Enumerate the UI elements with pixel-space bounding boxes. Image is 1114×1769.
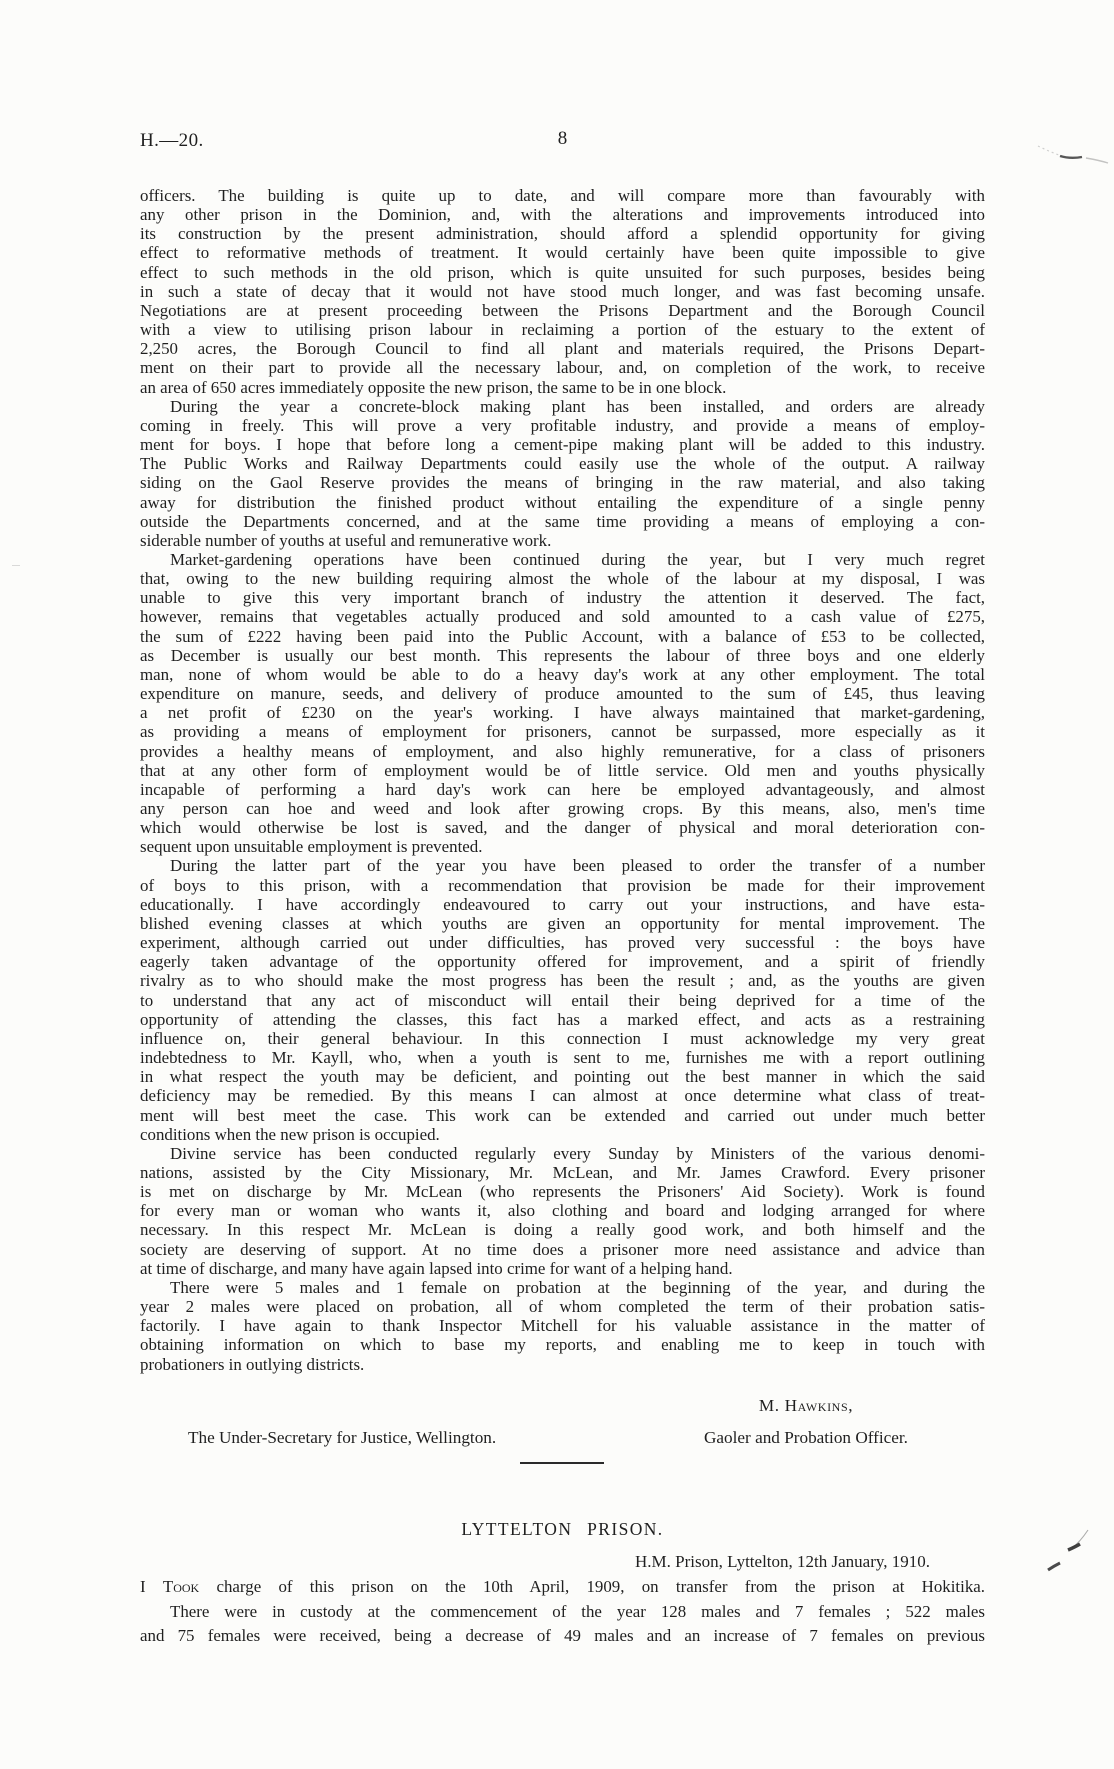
opening-pre: I: [140, 1577, 146, 1596]
signature-title: Gaoler and Probation Officer.: [704, 1428, 908, 1447]
text-line: siderable number of youths at useful and remunerative work.: [140, 530, 552, 550]
text-line: Market-gardening operations have been continued during the year, but I very much regret: [170, 549, 985, 569]
text-line: away for distribution the finished product without entailing the expenditure of a single penny: [140, 492, 985, 512]
opening-rest: charge of this prison on the 10th April, 1909, on transfer from the prison at Hokitika.: [216, 1577, 985, 1596]
text-line: its construction by the present administration, should afford a splendid opportunity for giving: [140, 224, 985, 244]
section-heading: LYTTELTON PRISON.: [461, 1519, 664, 1539]
text-line: During the year a concrete-block making plant has been installed, and orders are already: [170, 396, 985, 416]
text-line: as providing a means of employment for prisoners, cannot be surpassed, more especially as it: [140, 722, 985, 742]
text-line: indebtedness to Mr. Kayll, who, when a youth is sent to me, furnishes me with a report outlining: [140, 1048, 985, 1068]
text-line: that, owing to the new building requiring almost the whole of the labour at my disposal, I was: [140, 569, 985, 589]
text-line: coming in freely. This will prove a very profitable industry, and provide a means of employ-: [140, 415, 985, 435]
text-line: The Public Works and Railway Departments could easily use the whole of the output. A railway: [140, 454, 985, 474]
text-line: however, remains that vegetables actually produced and sold amounted to a cash value of £275,: [140, 607, 985, 627]
pen-mark-left-margin: [12, 565, 20, 566]
text-line: any person can hoe and weed and look after growing crops. By this means, also, men's time: [140, 799, 985, 818]
text-line: effect to such methods in the old prison, which is quite unsuited for such purposes, besides being: [140, 262, 985, 282]
text-line: at time of discharge, and many have again lapsed into crime for want of a helping hand.: [140, 1258, 733, 1278]
text-line: ment will best meet the case. This work can be extended and carried out under much better: [140, 1105, 985, 1125]
text-line: incapable of performing a hard day's work can here be employed advantageously, and almost: [140, 779, 985, 799]
text-line: any other prison in the Dominion, and, with the alterations and improvements introduced into: [140, 205, 985, 225]
text-line: blished evening classes at which youths are given an opportunity for mental improvement. The: [140, 913, 985, 933]
text-line: society are deserving of support. At no time does a prisoner more need assistance and advice than: [140, 1239, 985, 1259]
body-text: [140, 186, 985, 1374]
section-opening-line: [140, 1577, 985, 1597]
text-line: is met on discharge by Mr. McLean (who represents the Prisoners' Aid Society). Work is found: [140, 1182, 985, 1202]
text-line: experiment, although carried out under difficulties, has proved very successful : the boys have: [140, 933, 985, 953]
text-line: educationally. I have accordingly endeavoured to carry out your instructions, and have esta-: [140, 894, 985, 914]
signature-addressee: The Under-Secretary for Justice, Wellington.: [188, 1428, 497, 1447]
text-line: an area of 650 acres immediately opposite the new prison, the same to be in one block.: [140, 377, 727, 397]
text-line: sequent upon unsuitable employment is prevented.: [140, 837, 483, 857]
section-paragraph-host: [140, 1600, 985, 1648]
text-line: conditions when the new prison is occupied.: [140, 1124, 440, 1144]
section-dateline: H.M. Prison, Lyttelton, 12th January, 1910.: [635, 1552, 930, 1571]
paragraph: [140, 1278, 985, 1374]
text-line: 2,250 acres, the Borough Council to find all plant and materials required, the Prisons Depart-: [140, 339, 985, 359]
text-line: man, none of whom would be able to do a heavy day's work at any other employment. The total: [140, 664, 985, 684]
opening-smallcaps: Took: [162, 1577, 200, 1596]
text-line: Negotiations are at present proceeding between the Prisons Department and the Borough Council: [140, 300, 985, 320]
text-line: opportunity of attending the classes, this fact has a marked effect, and acts as a restraining: [140, 1009, 985, 1029]
text-line: for every man or woman who wants it, also clothing and board and lodging arranged for where: [140, 1201, 985, 1221]
text-line: unable to give this very important branch of industry the attention it deserved. The fact,: [140, 588, 985, 608]
text-line: Divine service has been conducted regularly every Sunday by Ministers of the various denomi-: [170, 1143, 985, 1163]
text-line: and 75 females were received, being a decrease of 49 males and an increase of 7 females on previous: [140, 1626, 985, 1645]
pen-mark-top-right: [990, 110, 1114, 200]
text-line: year 2 males were placed on probation, all of whom completed the term of their probation satis-: [140, 1297, 985, 1317]
text-line: necessary. In this respect Mr. McLean is doing a really good work, and both himself and the: [140, 1220, 985, 1240]
text-line: There were in custody at the commencement of the year 128 males and 7 females ; 522 males: [170, 1602, 985, 1621]
text-line: in what respect the youth may be deficient, and pointing out the best manner in which the said: [140, 1067, 985, 1087]
text-line: ment on their part to provide all the necessary labour, and, on completion of the work, to receive: [140, 358, 985, 378]
signature-name: M. Hawkins,: [758, 1396, 854, 1415]
paragraph: [140, 186, 985, 397]
report-number: H.—20.: [140, 130, 204, 151]
paragraph: [140, 550, 985, 857]
text-line: as December is usually our best month. This represents the labour of three boys and one elderly: [140, 645, 985, 665]
text-line: with a view to utilising prison labour in reclaiming a portion of the estuary to the extent of: [140, 320, 985, 340]
text-line: There were 5 males and 1 female on probation at the beginning of the year, and during the: [170, 1277, 985, 1297]
text-line: effect to reformative methods of treatment. It would certainly have been quite impossible to give: [140, 243, 985, 263]
text-line: expenditure on manure, seeds, and delivery of produce amounted to the sum of £45, thus leaving: [140, 684, 985, 704]
text-line: outside the Departments concerned, and at the same time providing a means of employing a con-: [140, 511, 985, 531]
section-divider-rule: [520, 1462, 604, 1464]
text-line: which would otherwise be lost is saved, and the danger of physical and moral deterioration con-: [140, 818, 985, 838]
paragraph: [140, 397, 985, 550]
text-line: deficiency may be remedied. By this means I can almost at once determine what class of treat-: [140, 1086, 985, 1106]
text-line: of boys to this prison, with a recommendation that provision be made for their improvement: [140, 875, 985, 895]
text-line: probationers in outlying districts.: [140, 1354, 365, 1374]
pen-mark-bottom-right: [1020, 1520, 1114, 1630]
paragraph: [140, 1600, 985, 1648]
text-line: siding on the Gaol Reserve provides the means of bringing in the raw material, and also taking: [140, 473, 985, 493]
text-line: During the latter part of the year you have been pleased to order the transfer of a number: [170, 856, 985, 876]
text-line: officers. The building is quite up to date, and will compare more than favourably with: [140, 186, 985, 205]
text-line: a net profit of £230 on the year's working. I have always maintained that market-gardening,: [140, 703, 985, 723]
page-number: 8: [557, 128, 568, 149]
text-line: obtaining information on which to base my reports, and enabling me to keep in touch with: [140, 1335, 985, 1355]
paragraph: [140, 856, 985, 1143]
text-line: to understand that any act of misconduct will entail their being deprived for a time of the: [140, 990, 985, 1010]
text-line: rivalry as to who should make the most progress has been the result ; and, as the youths are given: [140, 971, 985, 991]
text-line: nations, assisted by the City Missionary, Mr. McLean, and Mr. James Crawford. Every prisoner: [140, 1162, 985, 1182]
text-line: influence on, their general behaviour. In this connection I must acknowledge my very great: [140, 1028, 985, 1048]
text-line: in such a state of decay that it would not have stood much longer, and was fast becoming unsafe.: [140, 281, 985, 301]
text-line: that at any other form of employment would be of little service. Old men and youths physically: [140, 760, 985, 780]
text-line: provides a healthy means of employment, and also highly remunerative, for a class of prisoners: [140, 741, 985, 761]
text-line: the sum of £222 having been paid into the Public Account, with a balance of £53 to be collected,: [140, 626, 985, 646]
text-line: ment for boys. I hope that before long a cement-pipe making plant will be added to this industry.: [140, 435, 985, 455]
text-line: eagerly taken advantage of the opportunity offered for improvement, and a spirit of friendly: [140, 952, 985, 972]
paragraph: [140, 1144, 985, 1278]
text-line: factorily. I have again to thank Inspector Mitchell for his valuable assistance in the matter of: [140, 1316, 985, 1336]
